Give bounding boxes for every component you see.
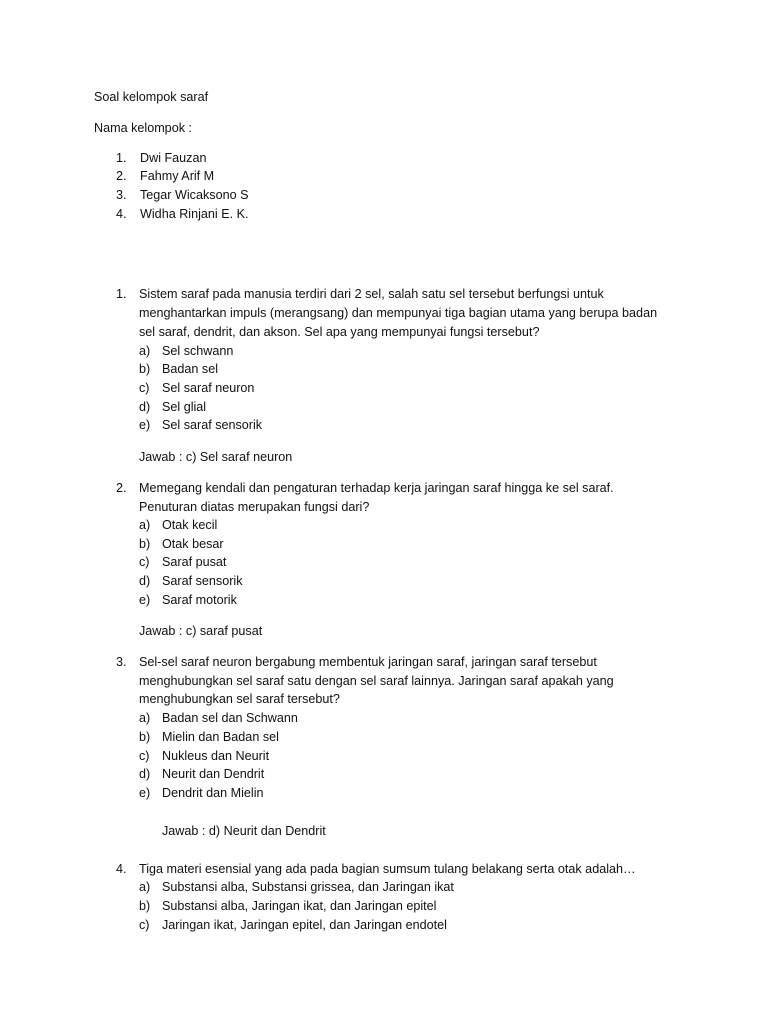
question-number: 1. <box>116 287 127 301</box>
option-text: Sel glial <box>162 400 207 414</box>
option-letter: e) <box>139 418 151 432</box>
option-text: Substansi alba, Substansi grissea, dan Jaringan ikat <box>162 880 454 894</box>
option-letter: b) <box>139 899 151 913</box>
option-text: Saraf motorik <box>162 593 237 607</box>
member-number: 1. <box>116 151 127 165</box>
option-text: Sel schwann <box>162 344 234 358</box>
option-text: Mielin dan Badan sel <box>162 730 279 744</box>
option-text: Badan sel dan Schwann <box>162 711 298 725</box>
question-number: 2. <box>116 481 127 495</box>
member-number: 4. <box>116 207 127 221</box>
question-text-line: Memegang kendali dan pengaturan terhadap kerja jaringan saraf hingga ke sel saraf. <box>139 481 614 495</box>
option-letter: e) <box>139 593 151 607</box>
answer-line: Jawab : c) Sel saraf neuron <box>139 450 293 464</box>
question-text-line: sel saraf, dendrit, dan akson. Sel apa yang mempunyai fungsi tersebut? <box>139 325 540 339</box>
option-letter: a) <box>139 518 151 532</box>
option-letter: a) <box>139 880 151 894</box>
question-text-line: Sistem saraf pada manusia terdiri dari 2 sel, salah satu sel tersebut berfungsi untuk <box>139 287 604 301</box>
option-letter: c) <box>139 381 150 395</box>
option-text: Saraf pusat <box>162 555 227 569</box>
option-letter: b) <box>139 730 151 744</box>
answer-line: Jawab : c) saraf pusat <box>139 624 263 638</box>
member-name: Widha Rinjani E. K. <box>140 207 249 221</box>
document-title: Soal kelompok saraf <box>94 90 209 104</box>
option-text: Badan sel <box>162 362 219 376</box>
question-number: 3. <box>116 655 127 669</box>
question-number: 4. <box>116 862 127 876</box>
member-name: Dwi Fauzan <box>140 151 207 165</box>
member-number: 3. <box>116 188 127 202</box>
option-letter: c) <box>139 918 150 932</box>
question-text-line: Penuturan diatas merupakan fungsi dari? <box>139 500 370 514</box>
option-text: Sel saraf sensorik <box>162 418 263 432</box>
option-letter: d) <box>139 767 151 781</box>
option-letter: c) <box>139 555 150 569</box>
member-name: Tegar Wicaksono S <box>140 188 249 202</box>
option-letter: b) <box>139 362 151 376</box>
option-letter: b) <box>139 537 151 551</box>
question-text-line: Tiga materi esensial yang ada pada bagian sumsum tulang belakang serta otak adalah… <box>139 862 636 876</box>
member-name: Fahmy Arif M <box>140 169 215 183</box>
group-label: Nama kelompok : <box>94 121 192 135</box>
option-letter: e) <box>139 786 151 800</box>
option-letter: a) <box>139 344 151 358</box>
question-text-line: menghantarkan impuls (merangsang) dan mempunyai tiga bagian utama yang berupa badan <box>139 306 658 320</box>
option-text: Nukleus dan Neurit <box>162 749 270 763</box>
question-text-line: menghubungkan sel saraf tersebut? <box>139 692 340 706</box>
option-text: Jaringan ikat, Jaringan epitel, dan Jaringan endotel <box>162 918 447 932</box>
option-letter: d) <box>139 400 151 414</box>
question-text-line: Sel-sel saraf neuron bergabung membentuk jaringan saraf, jaringan saraf tersebut <box>139 655 597 669</box>
option-text: Saraf sensorik <box>162 574 243 588</box>
option-text: Otak kecil <box>162 518 218 532</box>
option-letter: a) <box>139 711 151 725</box>
option-text: Sel saraf neuron <box>162 381 255 395</box>
option-text: Neurit dan Dendrit <box>162 767 265 781</box>
option-text: Substansi alba, Jaringan ikat, dan Jaringan epitel <box>162 899 437 913</box>
option-text: Dendrit dan Mielin <box>162 786 264 800</box>
question-text-line: menghubungkan sel saraf satu dengan sel saraf lainnya. Jaringan saraf apakah yang <box>139 674 614 688</box>
option-letter: c) <box>139 749 150 763</box>
option-text: Otak besar <box>162 537 224 551</box>
member-number: 2. <box>116 169 127 183</box>
answer-line: Jawab : d) Neurit dan Dendrit <box>162 824 326 838</box>
option-letter: d) <box>139 574 151 588</box>
